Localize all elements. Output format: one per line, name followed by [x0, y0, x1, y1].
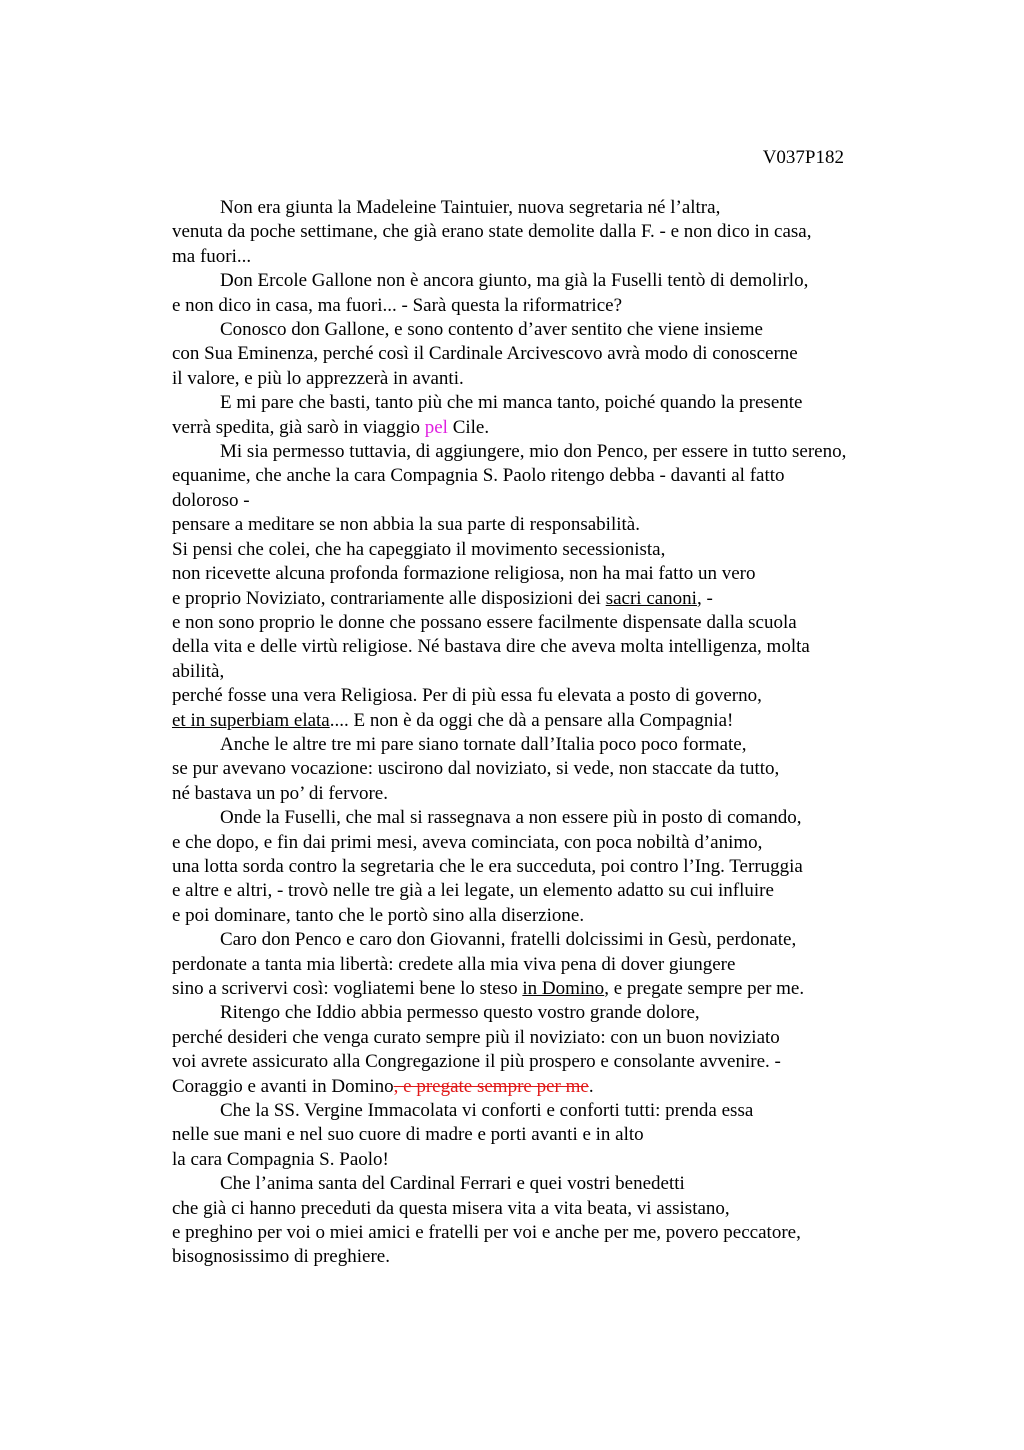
text-line: [172, 587, 912, 611]
text-segment: Anche le altre tre mi pare siano tornate dall’Italia poco poco formate,: [220, 733, 747, 755]
text-segment: E mi pare che basti, tanto più che mi manca tanto, poiché quando la presente: [220, 392, 803, 414]
text-line: [172, 977, 912, 1001]
page-identifier: V037P182: [762, 147, 844, 168]
text-line: [172, 367, 912, 391]
text-segment: Si pensi che colei, che ha capeggiato il movimento secessionista,: [172, 538, 666, 560]
text-line: [172, 1197, 912, 1221]
text-segment: la cara Compagnia S. Paolo!: [172, 1148, 389, 1170]
text-segment: voi avrete assicurato alla Congregazione il più prospero e consolante avvenire. -: [172, 1051, 781, 1073]
text-segment: ma fuori...: [172, 245, 252, 267]
text-segment: perdonate a tanta mia libertà: credete alla mia viva pena di dover giungere: [172, 953, 736, 975]
text-segment: nelle sue mani e nel suo cuore di madre e porti avanti e in alto: [172, 1124, 644, 1146]
text-segment: , -: [696, 587, 713, 609]
text-segment: e proprio Noviziato, contrariamente alle disposizioni dei: [172, 587, 606, 609]
text-line: [172, 831, 912, 855]
text-line: [172, 1123, 912, 1147]
text-line: [172, 684, 912, 708]
text-segment: Cile.: [447, 416, 490, 438]
text-segment: perché desideri che venga curato sempre più il noviziato: con un buon noviziato: [172, 1026, 780, 1048]
text-segment: della vita e delle virtù religiose. Né bastava dire che aveva molta intelligenza, molta: [172, 636, 810, 658]
text-segment: e non dico in casa, ma fuori... - Sarà questa la riformatrice?: [172, 294, 623, 316]
text-line: [172, 318, 912, 342]
text-line: [172, 709, 912, 733]
text-segment: .: [588, 1075, 594, 1097]
text-line: [172, 806, 912, 830]
text-line: [172, 294, 912, 318]
text-segment: né bastava un po’ di fervore.: [172, 782, 388, 804]
text-line: [172, 904, 912, 928]
text-line: [172, 660, 912, 684]
underlined-phrase: in Domino: [522, 978, 605, 999]
text-segment: sino a scrivervi così: vogliatemi bene lo steso: [172, 978, 523, 999]
text-line: [172, 342, 912, 366]
text-segment: perché fosse una vera Religiosa. Per di più essa fu elevata a posto di governo,: [172, 685, 762, 707]
text-segment: Ritengo che Iddio abbia permesso questo vostro grande dolore,: [220, 1002, 700, 1024]
text-segment: e non sono proprio le donne che possano essere facilmente dispensate dalla scuola: [172, 611, 797, 633]
text-line: [172, 1075, 912, 1099]
text-line: [172, 1050, 912, 1074]
text-line: [172, 782, 912, 806]
text-line: [172, 1172, 912, 1196]
text-line: [172, 562, 912, 586]
text-segment: bisognosissimo di preghiere.: [172, 1246, 390, 1268]
text-line: [172, 416, 912, 440]
text-segment: Che l’anima santa del Cardinal Ferrari e quei vostri benedetti: [220, 1173, 685, 1195]
text-segment: e che dopo, e fin dai primi mesi, aveva cominciata, con poca nobiltà d’animo,: [172, 831, 763, 853]
text-segment: .... E non è da oggi che dà a pensare alla Compagnia!: [329, 709, 734, 731]
text-segment: una lotta sorda contro la segretaria che le era succeduta, poi contro l’Ing. Terruggia: [172, 855, 803, 877]
text-line: [172, 513, 912, 537]
text-line: [172, 220, 912, 244]
text-segment: Caro don Penco e caro don Giovanni, fratelli dolcissimi in Gesù, perdonate,: [220, 929, 797, 951]
text-segment: il valore, e più lo apprezzerà in avanti.: [172, 367, 464, 389]
text-segment: con Sua Eminenza, perché così il Cardinale Arcivescovo avrà modo di conoscerne: [172, 343, 798, 365]
text-segment: e altre e altri, - trovò nelle tre già a lei legate, un elemento adatto su cui influire: [172, 880, 774, 902]
text-segment: equanime, che anche la cara Compagnia S. Paolo ritengo debba - davanti al fatto: [172, 465, 785, 487]
underlined-phrase: sacri canoni: [605, 587, 697, 609]
text-segment: abilità,: [172, 660, 225, 682]
text-line: [172, 391, 912, 415]
text-segment: Che la SS. Vergine Immacolata vi conforti e conforti tutti: prenda essa: [220, 1100, 754, 1122]
text-line: [172, 440, 912, 464]
text-line: [172, 879, 912, 903]
text-segment: Onde la Fuselli, che mal si rassegnava a non essere più in posto di comando,: [220, 807, 802, 829]
text-segment: Don Ercole Gallone non è ancora giunto, ma già la Fuselli tentò di demolirlo,: [220, 270, 809, 292]
text-segment: Coraggio e avanti in Domino: [172, 1075, 394, 1097]
text-line: [172, 1099, 912, 1123]
text-segment: venuta da poche settimane, che già erano state demolite dalla F. - e non dico in casa,: [172, 221, 812, 243]
text-segment: Conosco don Gallone, e sono contento d’aver sentito che viene insieme: [220, 319, 763, 341]
text-line: [172, 464, 912, 488]
text-line: [172, 1148, 912, 1172]
text-segment: e poi dominare, tanto che le portò sino alla diserzione.: [172, 904, 585, 926]
text-line: [172, 1001, 912, 1025]
text-line: [172, 611, 912, 635]
text-segment: non ricevette alcuna profonda formazione religiosa, non ha mai fatto un vero: [172, 563, 756, 585]
text-segment: se pur avevano vocazione: uscirono dal noviziato, si vede, non staccate da tutto,: [172, 758, 780, 780]
text-segment: che già ci hanno preceduti da questa misera vita a vita beata, vi assistano,: [172, 1197, 730, 1219]
letter-body: [172, 196, 912, 1270]
text-line: [172, 1245, 912, 1269]
text-line: [172, 855, 912, 879]
text-segment: , e pregate sempre per me.: [604, 978, 805, 999]
highlighted-word: pel: [424, 416, 448, 438]
text-line: [172, 733, 912, 757]
text-line: [172, 635, 912, 659]
text-segment: verrà spedita, già sarò in viaggio: [172, 416, 425, 438]
underlined-phrase: et in superbiam elata: [172, 709, 330, 731]
text-line: [172, 245, 912, 269]
text-segment: pensare a meditare se non abbia la sua parte di responsabilità.: [172, 514, 640, 536]
struck-through-text: , e pregate sempre per me: [393, 1075, 589, 1097]
text-line: [172, 196, 912, 220]
text-segment: Mi sia permesso tuttavia, di aggiungere, mio don Penco, per essere in tutto sereno,: [220, 441, 847, 463]
text-segment: doloroso -: [172, 489, 250, 511]
text-line: [172, 1221, 912, 1245]
text-line: [172, 538, 912, 562]
text-line: [172, 757, 912, 781]
text-line: [172, 489, 912, 513]
text-line: [172, 269, 912, 293]
text-line: [172, 1026, 912, 1050]
text-line: [172, 953, 912, 977]
text-line: [172, 928, 912, 952]
text-segment: Non era giunta la Madeleine Taintuier, nuova segretaria né l’altra,: [220, 197, 721, 218]
text-segment: e preghino per voi o miei amici e fratelli per voi e anche per me, povero peccatore,: [172, 1222, 801, 1244]
